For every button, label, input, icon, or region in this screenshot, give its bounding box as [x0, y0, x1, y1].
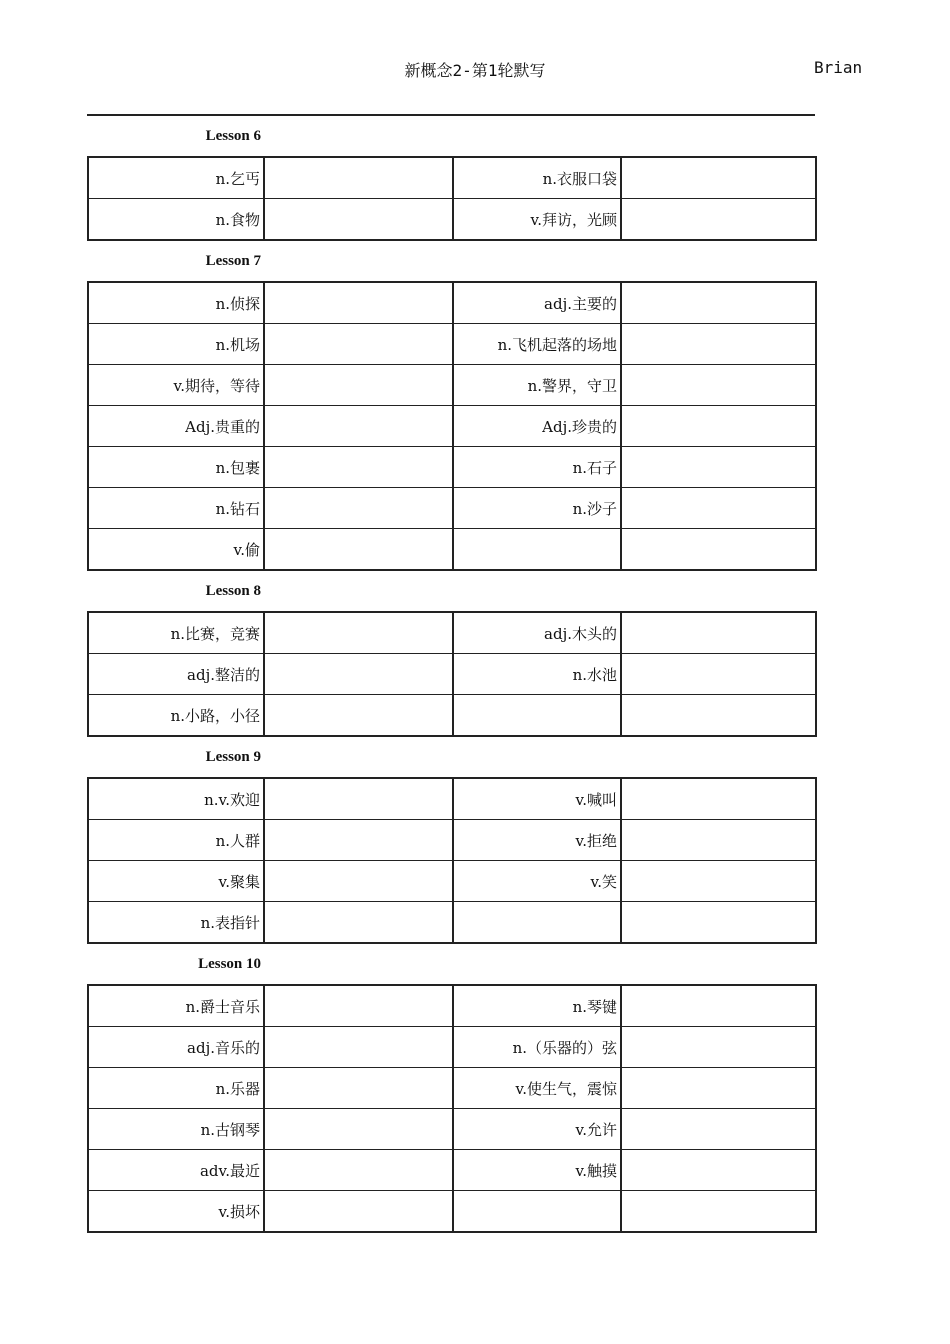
table-row: [88, 447, 816, 488]
page-header: [0, 0, 950, 116]
answer-cell[interactable]: [264, 529, 453, 571]
answer-cell[interactable]: [621, 199, 816, 241]
answer-cell[interactable]: [621, 282, 816, 324]
vocab-prompt: n.人群: [88, 820, 264, 861]
answer-cell[interactable]: [621, 654, 816, 695]
answer-cell[interactable]: [621, 1150, 816, 1191]
answer-cell[interactable]: [264, 1027, 453, 1068]
lesson-title: Lesson 9: [205, 749, 261, 765]
answer-cell[interactable]: [264, 406, 453, 447]
vocab-prompt: n.警界，守卫: [453, 365, 621, 406]
vocab-prompt: Adj.贵重的: [88, 406, 264, 447]
vocab-prompt: n.机场: [88, 324, 264, 365]
vocab-prompt: n.乐器: [88, 1068, 264, 1109]
vocab-prompt: n.乞丐: [88, 157, 264, 199]
document-author: Brian: [814, 58, 863, 77]
vocab-prompt: v.拜访，光顾: [453, 199, 621, 241]
vocab-prompt: adj.音乐的: [88, 1027, 264, 1068]
vocab-prompt: n.表指针: [88, 902, 264, 944]
vocabulary-table: [87, 281, 817, 571]
vocab-prompt: v.损坏: [88, 1191, 264, 1233]
answer-cell[interactable]: [621, 1191, 816, 1233]
answer-cell[interactable]: [621, 1027, 816, 1068]
answer-cell[interactable]: [264, 1191, 453, 1233]
table-row: [88, 282, 816, 324]
table-row: [88, 612, 816, 654]
vocab-prompt: n.飞机起落的场地: [453, 324, 621, 365]
table-row: [88, 861, 816, 902]
vocab-prompt: Adj.珍贵的: [453, 406, 621, 447]
answer-cell[interactable]: [621, 488, 816, 529]
answer-cell[interactable]: [264, 282, 453, 324]
table-row: [88, 654, 816, 695]
vocab-prompt: n.食物: [88, 199, 264, 241]
answer-cell[interactable]: [621, 612, 816, 654]
answer-cell[interactable]: [264, 365, 453, 406]
vocab-prompt: v.笑: [453, 861, 621, 902]
answer-cell[interactable]: [264, 1150, 453, 1191]
vocab-prompt: [453, 529, 621, 571]
table-row: [88, 1068, 816, 1109]
vocab-prompt: v.聚集: [88, 861, 264, 902]
vocab-prompt: adj.木头的: [453, 612, 621, 654]
vocabulary-table: [87, 777, 817, 944]
answer-cell[interactable]: [264, 199, 453, 241]
answer-cell[interactable]: [621, 820, 816, 861]
answer-cell[interactable]: [621, 157, 816, 199]
answer-cell[interactable]: [621, 365, 816, 406]
vocab-prompt: v.允许: [453, 1109, 621, 1150]
table-row: [88, 157, 816, 199]
vocab-prompt: n.水池: [453, 654, 621, 695]
document-title: 新概念2-第1轮默写: [404, 61, 546, 80]
answer-cell[interactable]: [264, 324, 453, 365]
table-row: [88, 406, 816, 447]
answer-cell[interactable]: [621, 529, 816, 571]
vocab-prompt: v.使生气，震惊: [453, 1068, 621, 1109]
lesson-title: Lesson 6: [205, 128, 261, 144]
table-row: [88, 820, 816, 861]
answer-cell[interactable]: [264, 1068, 453, 1109]
vocab-prompt: n.v.欢迎: [88, 778, 264, 820]
vocab-prompt: n.爵士音乐: [88, 985, 264, 1027]
answer-cell[interactable]: [264, 157, 453, 199]
answer-cell[interactable]: [621, 406, 816, 447]
vocab-prompt: v.喊叫: [453, 778, 621, 820]
answer-cell[interactable]: [621, 1109, 816, 1150]
table-row: [88, 902, 816, 944]
vocab-prompt: n.古钢琴: [88, 1109, 264, 1150]
vocab-prompt: n.（乐器的）弦: [453, 1027, 621, 1068]
table-row: [88, 529, 816, 571]
vocab-prompt: n.衣服口袋: [453, 157, 621, 199]
worksheet-content: [87, 116, 815, 1233]
table-row: [88, 365, 816, 406]
table-row: [88, 695, 816, 737]
table-row: [88, 199, 816, 241]
answer-cell[interactable]: [264, 447, 453, 488]
answer-cell[interactable]: [621, 861, 816, 902]
vocab-prompt: [453, 1191, 621, 1233]
vocab-prompt: [453, 902, 621, 944]
vocab-prompt: n.包裹: [88, 447, 264, 488]
table-row: [88, 985, 816, 1027]
answer-cell[interactable]: [264, 778, 453, 820]
table-row: [88, 1191, 816, 1233]
lesson-title: Lesson 10: [198, 956, 261, 972]
answer-cell[interactable]: [621, 695, 816, 737]
vocab-prompt: adv.最近: [88, 1150, 264, 1191]
answer-cell[interactable]: [621, 778, 816, 820]
answer-cell[interactable]: [264, 488, 453, 529]
vocabulary-table: [87, 611, 817, 737]
vocab-prompt: n.钻石: [88, 488, 264, 529]
table-row: [88, 1027, 816, 1068]
vocab-prompt: n.侦探: [88, 282, 264, 324]
table-row: [88, 778, 816, 820]
vocab-prompt: n.石子: [453, 447, 621, 488]
lesson-title: Lesson 7: [205, 253, 261, 269]
answer-cell[interactable]: [264, 1109, 453, 1150]
vocab-prompt: v.拒绝: [453, 820, 621, 861]
answer-cell[interactable]: [621, 324, 816, 365]
answer-cell[interactable]: [264, 985, 453, 1027]
answer-cell[interactable]: [621, 985, 816, 1027]
table-row: [88, 1150, 816, 1191]
vocab-prompt: v.偷: [88, 529, 264, 571]
vocab-prompt: n.沙子: [453, 488, 621, 529]
vocabulary-table: [87, 984, 817, 1233]
vocab-prompt: v.触摸: [453, 1150, 621, 1191]
table-row: [88, 1109, 816, 1150]
answer-cell[interactable]: [621, 1068, 816, 1109]
lesson-title: Lesson 8: [205, 583, 261, 599]
answer-cell[interactable]: [264, 654, 453, 695]
answer-cell[interactable]: [264, 695, 453, 737]
vocabulary-table: [87, 156, 817, 241]
answer-cell[interactable]: [264, 861, 453, 902]
answer-cell[interactable]: [621, 902, 816, 944]
table-row: [88, 488, 816, 529]
vocab-prompt: [453, 695, 621, 737]
answer-cell[interactable]: [264, 902, 453, 944]
vocab-prompt: v.期待，等待: [88, 365, 264, 406]
table-row: [88, 324, 816, 365]
answer-cell[interactable]: [264, 820, 453, 861]
vocab-prompt: n.琴键: [453, 985, 621, 1027]
answer-cell[interactable]: [621, 447, 816, 488]
vocab-prompt: n.小路，小径: [88, 695, 264, 737]
answer-cell[interactable]: [264, 612, 453, 654]
vocab-prompt: n.比赛，竞赛: [88, 612, 264, 654]
vocab-prompt: adj.主要的: [453, 282, 621, 324]
vocab-prompt: adj.整洁的: [88, 654, 264, 695]
